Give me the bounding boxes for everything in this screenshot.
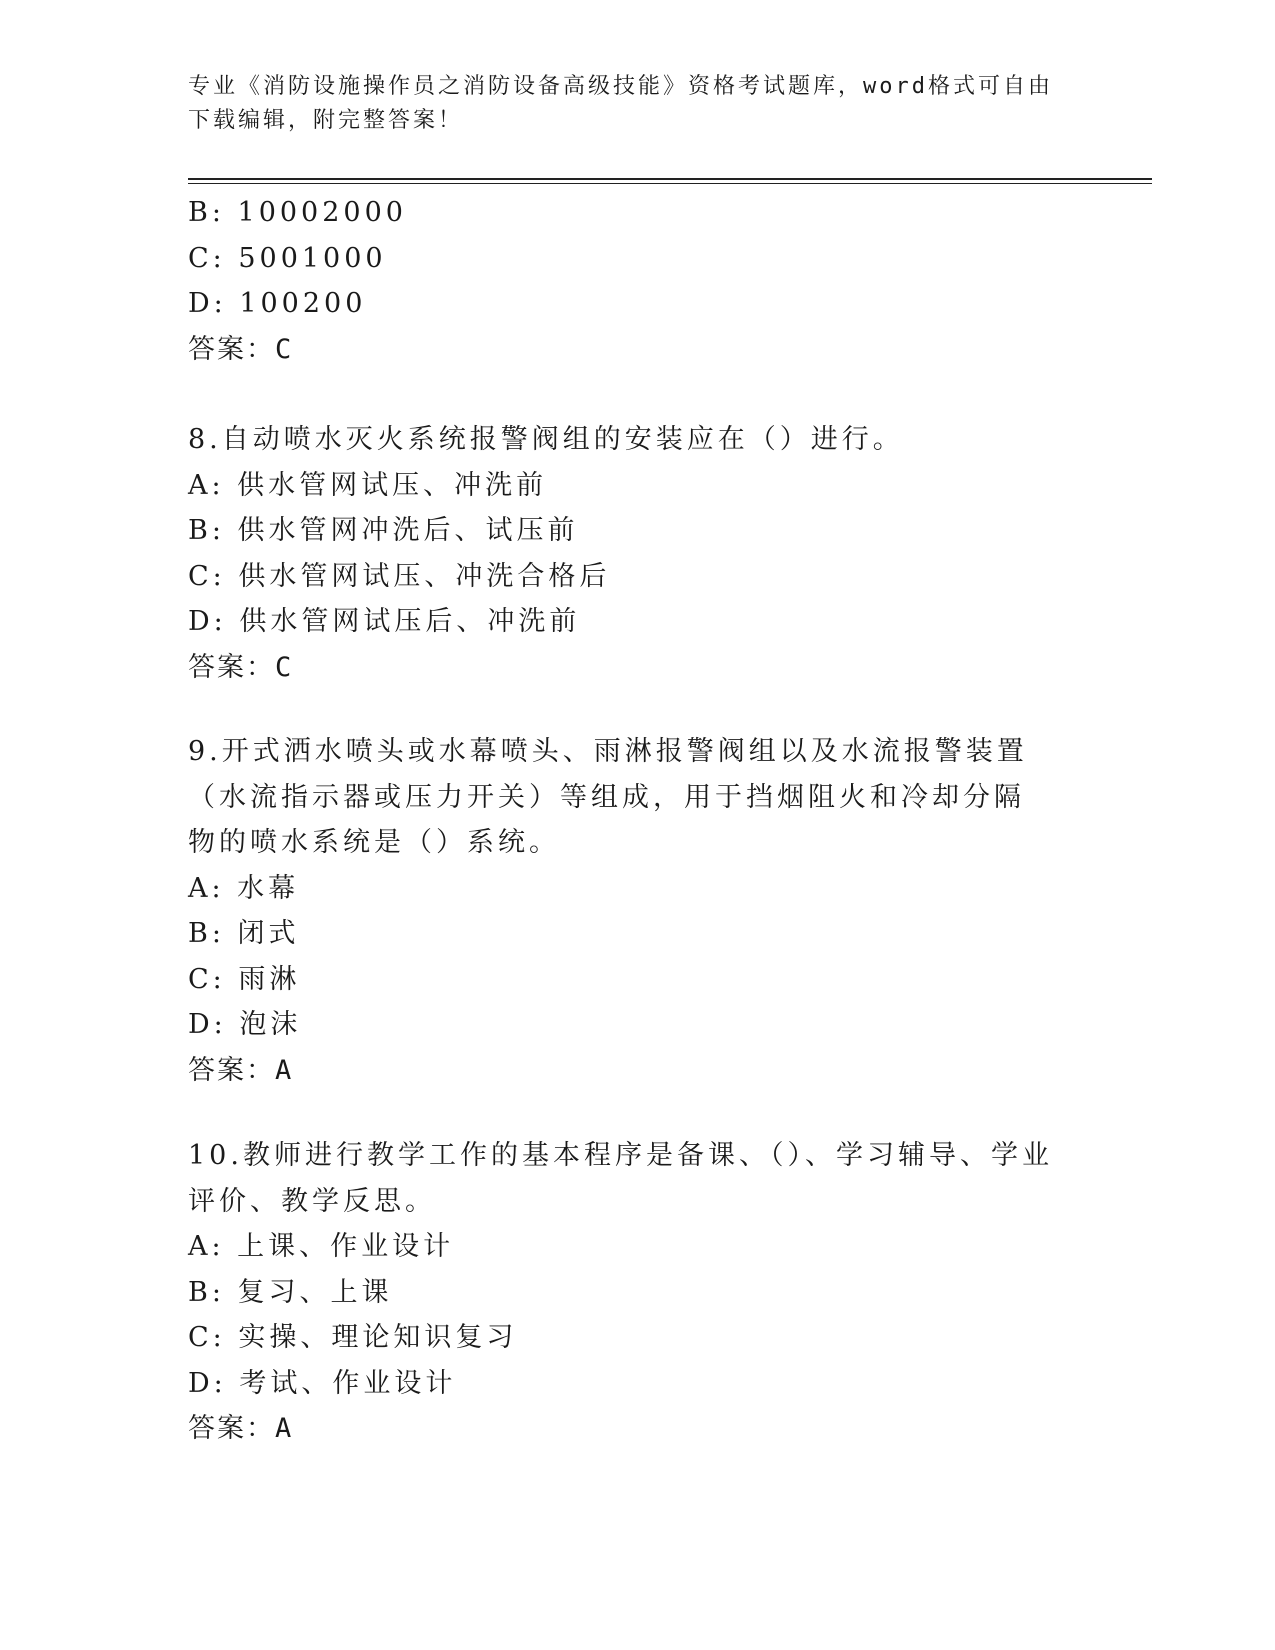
question-prev-continued [188, 190, 1088, 372]
option-c: C: 供水管网试压、冲洗合格后 [188, 560, 611, 592]
option-b: B: 供水管网冲洗后、试压前 [188, 515, 579, 546]
question-stem: 8.自动喷水灭火系统报警阀组的安装应在（）进行。 [188, 424, 904, 455]
option-a: A: 上课、作业设计 [188, 1231, 455, 1262]
question-10 [188, 1133, 1088, 1452]
option-c: C: 雨淋 [188, 963, 301, 995]
option-d: D: 供水管网试压后、冲洗前 [188, 606, 581, 637]
answer-label: 答案：A [188, 1413, 294, 1444]
option-b: B: 10002000 [188, 197, 407, 228]
option-c: C: 5001000 [188, 242, 387, 274]
option-a: A: 水幕 [188, 872, 300, 904]
option-d: D: 100200 [188, 288, 367, 319]
page-header: 专业《消防设施操作员之消防设备高级技能》资格考试题库，word格式可自由下载编辑，附完整答案！ [188, 74, 1053, 133]
header-divider-thin [188, 183, 1152, 184]
header-divider [188, 178, 1152, 180]
option-a: A: 供水管网试压、冲洗前 [188, 469, 548, 501]
question-list [188, 190, 1088, 1452]
question-9 [188, 729, 1088, 1093]
option-d: D: 泡沫 [188, 1009, 302, 1040]
option-c: C: 实操、理论知识复习 [188, 1322, 518, 1353]
answer-label: 答案：C [188, 333, 294, 365]
option-b: B: 复习、上课 [188, 1276, 393, 1308]
question-stem: 10.教师进行教学工作的基本程序是备课、（）、学习辅导、学业评价、教学反思。 [188, 1140, 1053, 1217]
question-stem: 9.开式洒水喷头或水幕喷头、雨淋报警阀组以及水流报警装置（水流指示器或压力开关）等组成，用于挡烟阻火和冷却分隔物的喷水系统是（）系统。 [188, 736, 1028, 858]
option-b: B: 闭式 [188, 918, 300, 949]
option-d: D: 考试、作业设计 [188, 1367, 457, 1399]
question-8 [188, 417, 1088, 690]
answer-label: 答案：C [188, 651, 294, 683]
answer-label: 答案：A [188, 1054, 294, 1086]
